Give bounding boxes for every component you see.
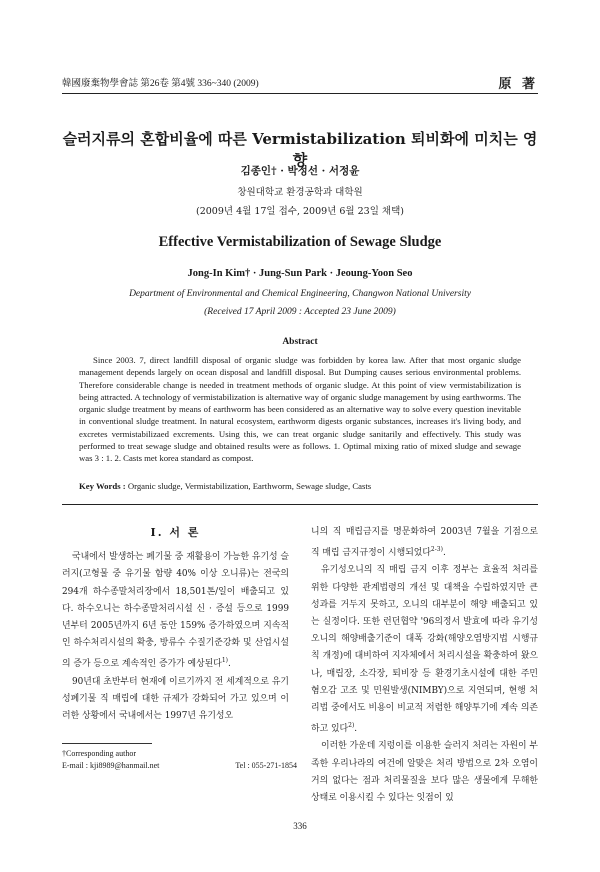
article-type-label: 原 著 xyxy=(498,77,538,92)
keywords xyxy=(79,481,521,491)
english-affiliation: Department of Environmental and Chemical Engineering, Changwon National University xyxy=(129,289,471,299)
body-paragraph: 이러한 가운데 지렁이를 이용한 슬러지 처리는 자원이 부족한 우리나라의 여건에 알맞은 처리 방법으로 2차 오염이 거의 없다는 점과 처리물질을 보다 많은 생물에게 무해한 상태로 이용시킬 수 있다는 잇점이 있 xyxy=(311,741,538,803)
korean-title: 슬러지류의 혼합비율에 따른 Vermistabilization 퇴비화에 미치는 영향 xyxy=(62,130,538,169)
reference-mark: 2) xyxy=(348,722,355,730)
body-paragraph: 유기성오니의 직 매립 금지 이후 정부는 효율적 처리를 위한 다양한 관계법령의 개선 및 대책을 수립하였지만 큰 성과를 거두지 못하고, 오니의 대부분이 해양 배출되고 있는 실정이다. 또한 런던협약 '96의정서 발효에 따라 유기성오니의 해양배출기준이 대폭 강화(해양오염방지법 시행규칙 개정)에 대비하여 지자체에서 처리시설을 확충하여 왔으나, 매립장, 소각장, 퇴비장 등 환경기초시설에 대한 주민 혐오감 고조 및 민원발생(NIMBY)으로 지연되며, 현행 처리법 중에서도 비용이 비교적 저렴한 해양투기에 계속 의존하고 있다$^{2)}$. xyxy=(311,565,538,735)
keywords-label: Key Words : xyxy=(79,481,126,491)
abstract-text: Since 2003. 7, direct landfill disposal of organic sludge was forbidden by korea law. After that most organic sludge management depends largely on ocean disposal and landfill disposal. But Dumping causes serious environmental problems. Therefore considerable change is needed in treatment methods of organic sludge. At this point of view vermistabilization is being attracted. A technology of vermistabilization is alternative way of organic sludge management by using earthworms. The organic sludge treatment by means of earthworm has been considered as an alternative way to solve every question inevitable in conventional sludge treatment. In natural ecosystem, earthworm digests organic substances, increases it's living body, and excretes vermistabilizaed excrements. Using this, we can treat organic sludge sanitarily and effectively. This study was performed to treat sewage sludge and obtained results were as follows. 1. Optimal mixing ratio of mixed sludge and sewage was 3 : 1. 2. Casts met korea standard as compost. xyxy=(79,355,521,464)
reference-mark: 2-3) xyxy=(430,546,443,554)
author-email: E-mail : kji8989@hanmail.net xyxy=(62,761,160,770)
keywords-text: Organic sludge, Vermistabilization, Earthworm, Sewage sludge, Casts xyxy=(127,481,372,491)
body-paragraph: 니의 직 매립금지를 명문화하여 2003년 7월을 기점으로 직 매립 금지규정이 시행되었다$^{2-3)}$. xyxy=(311,527,538,559)
korean-dates: (2009년 4월 17일 접수, 2009년 6월 23일 채택) xyxy=(196,206,404,217)
english-dates: (Received 17 April 2009 : Accepted 23 June 2009) xyxy=(204,307,396,317)
keywords-rule xyxy=(62,504,538,505)
body-paragraph: 90년대 초반부터 현재에 이르기까지 전 세계적으로 유기성폐기물 직 매립에 대한 규제가 강화되어 가고 있으며 이러한 상황에서 국내에서는 1997년 유기성오 xyxy=(62,676,289,721)
body-paragraph: 국내에서 발생하는 폐기물 중 재활용이 가능한 유기성 슬러지(고형물 중 유기물 함량 40% 이상 오니류)는 전국의 294개 하수종말처리장에서 18,501톤/일이 배출되고 있다. 하수오니는 하수종말처리시설 신 · 증설 등으로 1999년부터 2005년까지 6년 동안 159% 증가하였으며 지속적인 하수처리시설의 확충, 방류수 수질기준강화 및 산업시설의 증가 등으로 계속적인 증가가 예상된다$^{1)}$. xyxy=(62,552,289,670)
english-title: Effective Vermistabilization of Sewage Sludge xyxy=(158,234,442,250)
header-rule xyxy=(62,93,538,94)
journal-citation: 韓國廢棄物學會誌 第26卷 第4號 336~340 (2009) xyxy=(62,79,259,89)
author-tel: Tel : 055-271-1854 xyxy=(235,761,297,770)
body-left-column xyxy=(62,524,289,725)
section-heading: I. 서 론 xyxy=(150,526,201,539)
korean-affiliation: 창원대학교 환경공학과 대학원 xyxy=(237,187,363,198)
abstract-heading: Abstract xyxy=(282,337,318,347)
corresponding-author-note: †Corresponding author xyxy=(62,749,136,758)
english-authors: Jong-In Kim† · Jung-Sun Park · Jeoung-Yoon Seo xyxy=(187,268,413,279)
body-right-column xyxy=(311,524,538,807)
reference-mark: 1) xyxy=(221,657,229,665)
page-number: 336 xyxy=(293,821,307,831)
contact-line xyxy=(62,761,297,770)
footnote-rule xyxy=(62,743,152,744)
running-header xyxy=(62,75,538,91)
korean-authors: 김종인† · 박정선 · 서정윤 xyxy=(240,165,360,177)
